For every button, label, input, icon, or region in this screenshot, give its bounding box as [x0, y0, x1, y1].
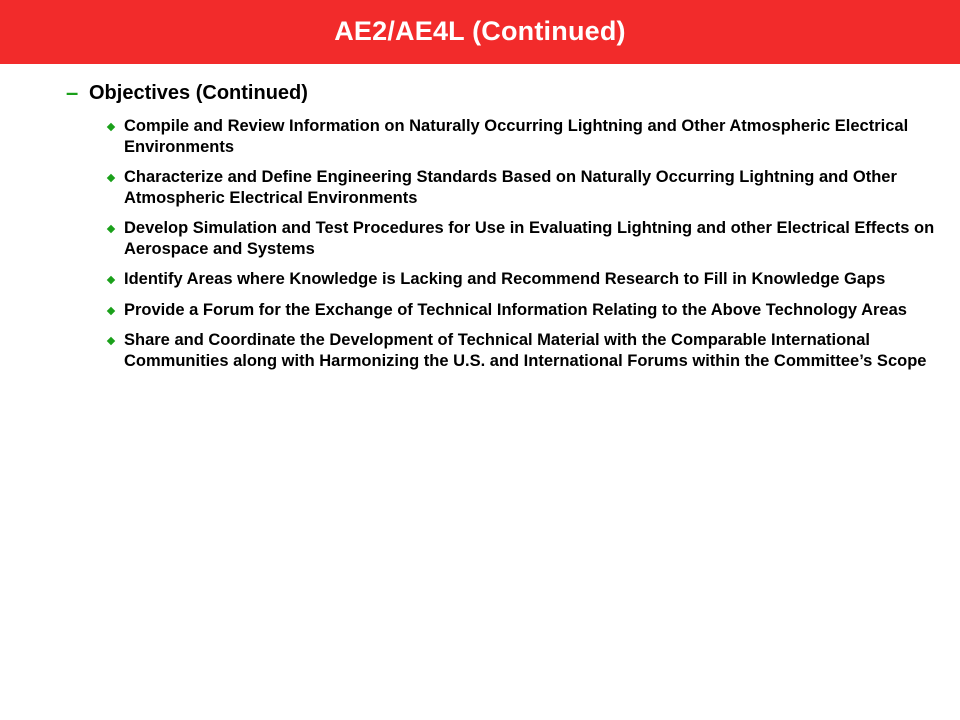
list-item — [106, 116, 936, 157]
bullet-text: Identify Areas where Knowledge is Lacking and Recommend Research to Fill in Knowledge Gaps — [124, 270, 886, 288]
bullet-text: Provide a Forum for the Exchange of Technical Information Relating to the Above Technology Areas — [124, 300, 907, 319]
list-item — [106, 167, 936, 208]
diamond-bullet-icon — [107, 276, 115, 284]
bullet-text: Share and Coordinate the Development of Technical Material with the Comparable International Communities along with Harmonizing the U.S. and International Forums within the Committee’s Scope — [124, 331, 927, 370]
slide-title: AE2/AE4L (Continued) — [334, 15, 626, 46]
objectives-heading-row — [66, 76, 946, 116]
bullet-text: Characterize and Define Engineering Standards Based on Naturally Occurring Lightning and Other Atmospheric Electrical Environments — [124, 168, 897, 207]
objectives-heading: Objectives (Continued) — [89, 82, 308, 104]
objectives-list — [106, 116, 936, 371]
diamond-bullet-icon — [107, 225, 115, 233]
title-bar — [0, 0, 960, 64]
list-item — [106, 330, 936, 371]
list-item — [106, 218, 936, 259]
bullet-text: Compile and Review Information on Naturally Occurring Lightning and Other Atmospheric Electrical Environments — [124, 117, 909, 156]
diamond-bullet-icon — [107, 306, 115, 314]
list-item — [106, 269, 936, 290]
slide-content — [66, 76, 946, 381]
diamond-bullet-icon — [107, 337, 115, 345]
list-item — [106, 300, 936, 321]
bullet-text: Develop Simulation and Test Procedures for Use in Evaluating Lightning and other Electrical Effects on Aerospace and Systems — [124, 219, 935, 258]
diamond-bullet-icon — [107, 174, 115, 182]
diamond-bullet-icon — [107, 123, 115, 131]
dash-icon: – — [66, 80, 79, 105]
